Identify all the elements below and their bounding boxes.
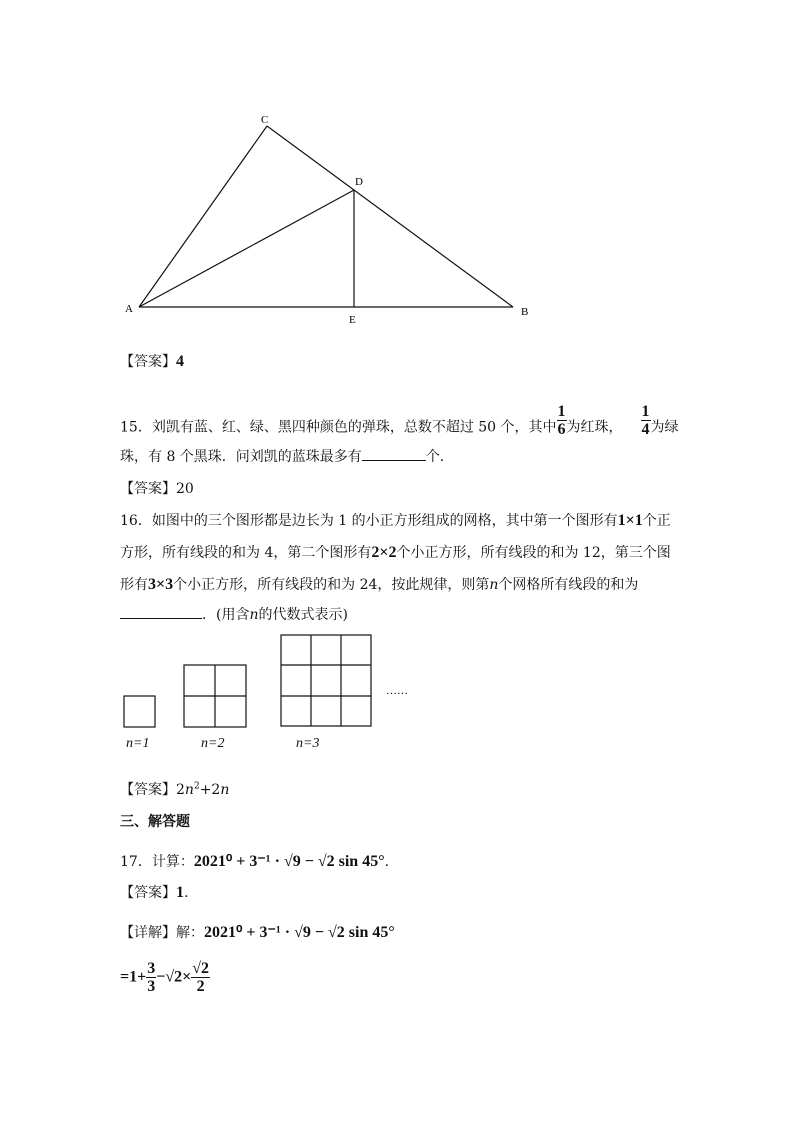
segment-ac (139, 126, 267, 307)
fraction-three-thirds (146, 960, 156, 995)
frac-den: 2 (196, 978, 205, 995)
grid-label-n3: n=3 (296, 736, 320, 751)
answer-blank (120, 604, 202, 619)
q17-detail (120, 922, 395, 942)
grid-n1 (124, 696, 155, 727)
fraction-one-sixth (557, 403, 567, 438)
label-b: B (521, 306, 529, 318)
variable-n: n (184, 782, 194, 798)
variable-n: n (220, 782, 230, 798)
frac-num: 1 (641, 403, 650, 420)
q15-line2 (120, 446, 454, 466)
answer-value: 4 (176, 353, 184, 370)
math-3x3: 3×3 (148, 576, 174, 593)
step-part: −√2× (156, 968, 192, 986)
frac-den: 4 (641, 421, 650, 438)
label-a: A (125, 303, 133, 315)
answer-label: 【答案】 (120, 885, 176, 901)
step-part: =1+ (120, 968, 147, 986)
answer-part: 2 (176, 782, 185, 798)
q15-line1 (120, 403, 679, 445)
q16-text: 个小正方形，所有线段的和为 12，第三个图 (396, 545, 671, 561)
fraction-one-quarter (641, 403, 651, 438)
variable-n: n (489, 577, 499, 593)
answer-label: 【答案】 (120, 481, 176, 497)
section-title: 三、解答题 (120, 814, 190, 830)
q16-line2 (120, 542, 671, 562)
label-e: E (349, 314, 356, 326)
frac-num: √2 (192, 960, 210, 977)
q15-text: 珠，有 8 个黑珠．问刘凯的蓝珠最多有 (120, 449, 362, 465)
label-d: D (355, 176, 363, 188)
grid-figures (118, 630, 428, 730)
q17-text: . (384, 854, 390, 870)
label-c: C (261, 114, 269, 126)
segment-cb (267, 126, 513, 307)
q16-text: 16．如图中的三个图形都是边长为 1 的小正方形组成的网格，其中第一个图形有 (120, 513, 618, 529)
q17-answer (120, 882, 188, 902)
answer-blank (362, 446, 426, 461)
q17-step1 (120, 960, 210, 995)
q16-line3 (120, 574, 638, 594)
q15-text: 个． (425, 449, 454, 465)
q15-answer (120, 478, 194, 498)
grid-label-n1: n=1 (126, 736, 150, 751)
exponent: 2 (193, 781, 200, 792)
q16-answer (120, 779, 229, 799)
grid-n3 (281, 635, 371, 726)
q16-text: ．(用含 (202, 607, 250, 623)
fraction-root2-over-2 (191, 960, 210, 995)
q17-text: 17．计算： (120, 854, 194, 870)
q15-text: 15．刘凯有蓝、红、绿、黑四种颜色的弹珠，总数不超过 50 个，其中 (120, 419, 557, 436)
q17-prompt (120, 851, 389, 871)
q16-line1 (120, 510, 671, 530)
frac-den: 6 (557, 421, 566, 438)
variable-n: n (249, 607, 259, 623)
answer-label: 【答案】 (120, 354, 176, 370)
frac-den: 3 (147, 978, 156, 995)
grid-label-n2: n=2 (201, 736, 225, 751)
q16-text: 方形，所有线段的和为 4，第二个图形有 (120, 545, 372, 561)
q15-text: 为绿 (650, 419, 679, 436)
q16-text: 个网格所有线段的和为 (498, 577, 639, 593)
math-expression: 2021⁰ + 3⁻¹ · √9 − √2 sin 45° (204, 924, 395, 941)
segment-ad (139, 190, 354, 307)
q16-text: 形有 (120, 577, 148, 593)
math-1x1: 1×1 (617, 512, 643, 529)
ellipsis: …… (386, 685, 408, 697)
q15-text: 为红珠， (566, 419, 623, 436)
answer-value: 1 (176, 884, 184, 901)
frac-num: 1 (557, 403, 566, 420)
math-2x2: 2×2 (371, 544, 397, 561)
math-expression: 2021⁰ + 3⁻¹ · √9 − √2 sin 45° (193, 853, 385, 870)
q16-text: 的代数式表示) (258, 607, 348, 623)
answer-value: 20 (176, 481, 194, 497)
q16-text: 个正 (642, 513, 671, 529)
detail-label: 【详解】解： (120, 925, 204, 941)
frac-num: 3 (147, 960, 156, 977)
triangle-figure (115, 105, 545, 335)
answer-label: 【答案】 (120, 782, 176, 798)
q16-text: 个小正方形，所有线段的和为 24，按此规律，则第 (173, 577, 490, 593)
answer-part: +2 (199, 782, 221, 798)
q14-answer (120, 351, 184, 371)
answer-end: . (184, 885, 189, 901)
q16-line4 (120, 604, 348, 624)
